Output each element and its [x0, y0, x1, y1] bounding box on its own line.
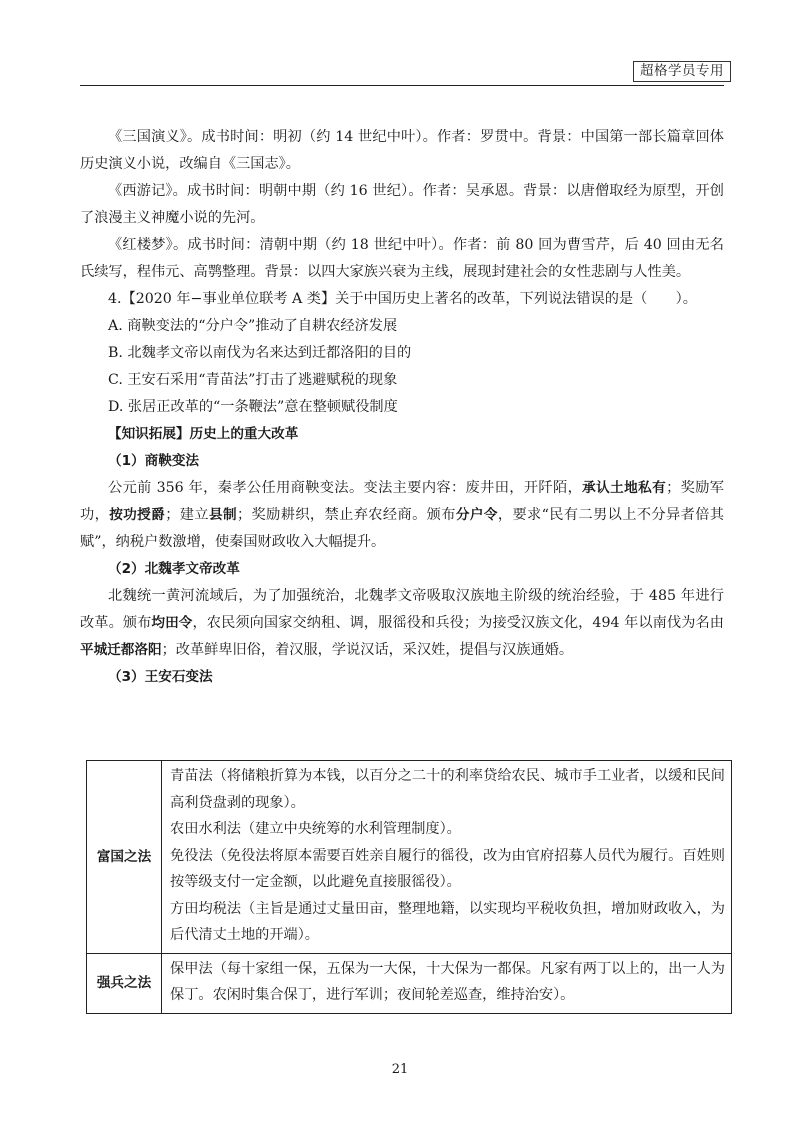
table-item: 保甲法（每十家组一保，五保为一大保，十大保为一都保。凡家有两丁以上的，出一人为保丁。农闲时集合保丁，进行军训；夜间轮差巡查，维持治安）。	[170, 960, 725, 1003]
reform-table	[86, 760, 732, 1014]
header-rule	[80, 85, 724, 86]
main-content	[80, 124, 724, 691]
table-category: 富国之法	[87, 761, 162, 954]
text-run: ；建立	[165, 507, 209, 523]
book-paragraph: 《西游记》。成书时间：明朝中期（约 16 世纪）。作者：吴承恩。背景：以唐僧取经为原型，开创了浪漫主义神魔小说的先河。	[80, 183, 724, 226]
table-row	[87, 953, 732, 1013]
section-title	[80, 556, 724, 583]
text-run: ；奖励军功，	[80, 480, 724, 523]
text-run: 北魏统一黄河流域后，为了加强统治，北魏孝文帝吸取汉族地主阶级的统治经验，于 485 年进行改革。颁布	[80, 588, 724, 631]
bold-run: 均田令	[151, 615, 193, 631]
bold-run: 平城迁都洛阳	[80, 642, 162, 658]
section-body	[80, 583, 724, 664]
section-title-text: （1）商鞅变法	[108, 453, 200, 469]
question-stem: 4.【2020 年−事业单位联考 A 类】关于中国历史上著名的改革，下列说法错误的是（ ）。	[108, 291, 697, 307]
section-title-text: （2）北魏孝文帝改革	[108, 561, 240, 577]
table-row	[87, 761, 732, 954]
bold-run: 县制	[208, 507, 237, 523]
question-option: D. 张居正改革的“一条鞭法”意在整顿赋役制度	[108, 399, 398, 415]
table-item: 方田均税法（主旨是通过丈量田亩，整理地籍，以实现均平税收负担，增加财政收入，为后代清丈土地的开端）。	[170, 900, 725, 943]
bold-run: 承认土地私有	[582, 480, 667, 496]
table-item: 农田水利法（建立中央统筹的水利管理制度）。	[170, 821, 461, 837]
book-paragraph: 《红楼梦》。成书时间：清朝中期（约 18 世纪中叶）。作者：前 80 回为曹雪芹，后 40 回由无名氏续写，程伟元、高鹗整理。背景：以四大家族兴衰为主线，展现封建社会的女性悲剧与人性美。	[80, 237, 724, 280]
text-run: ，农民须向国家交纳租、调，服徭役和兵役；为接受汉族文化，494 年以南伐为名由	[192, 615, 724, 631]
table-item: 免役法（免役法将原本需要百姓亲自履行的徭役，改为由官府招募人员代为履行。百姓则按等级支付一定金额，以此避免直接服徭役）。	[170, 847, 725, 890]
table-category: 强兵之法	[87, 953, 162, 1013]
text-run: 公元前 356 年，秦孝公任用商鞅变法。变法主要内容：废井田，开阡陌，	[108, 480, 583, 496]
section-title	[80, 664, 724, 691]
extension-title-text: 【知识拓展】历史上的重大改革	[108, 426, 299, 442]
header-badge: 超格学员专用	[633, 61, 731, 82]
table-item: 青苗法（将储粮折算为本钱，以百分之二十的利率贷给农民、城市手工业者，以缓和民间高利贷盘剥的现象）。	[170, 768, 725, 811]
question-option: C. 王安石采用“青苗法”打击了逃避赋税的现象	[108, 372, 398, 388]
text-run: ，要求“民有二男以上不分异者倍其赋”，纳税户数激增，使秦国财政收入大幅提升。	[80, 507, 724, 550]
table-content	[162, 761, 732, 954]
section-body	[80, 475, 724, 556]
extension-title	[80, 421, 724, 448]
section-title	[80, 448, 724, 475]
text-run: ；改革鲜卑旧俗，着汉服，学说汉话，采汉姓，提倡与汉族通婚。	[161, 642, 574, 658]
bold-run: 按功授爵	[109, 507, 166, 523]
bold-run: 分户令	[455, 507, 498, 523]
question-option: B. 北魏孝文帝以南伐为名来达到迁都洛阳的目的	[108, 345, 412, 361]
question-option: A. 商鞅变法的“分户令”推动了自耕农经济发展	[108, 318, 398, 334]
book-paragraph: 《三国演义》。成书时间：明初（约 14 世纪中叶）。作者：罗贯中。背景：中国第一部长篇章回体历史演义小说，改编自《三国志》。	[80, 129, 724, 172]
text-run: ；奖励耕织，禁止弃农经商。颁布	[236, 507, 456, 523]
page-number: 21	[391, 1062, 409, 1077]
section-title-text: （3）王安石变法	[108, 669, 213, 685]
table-content	[162, 953, 732, 1013]
